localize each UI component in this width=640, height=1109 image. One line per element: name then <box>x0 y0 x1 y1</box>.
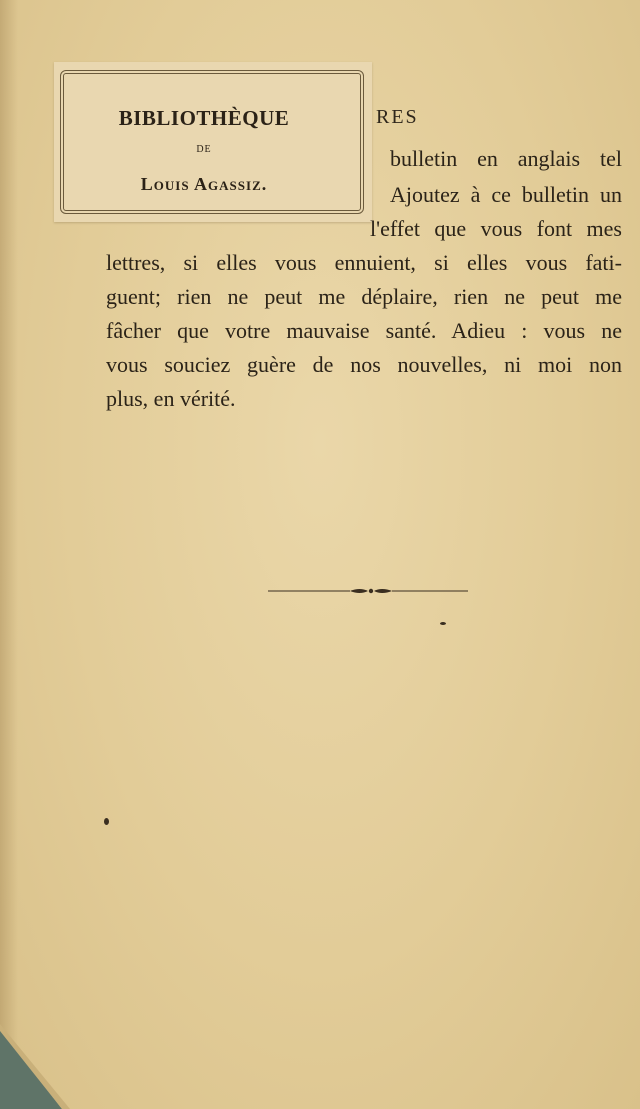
running-head: RES <box>376 106 419 128</box>
cover-board-corner <box>0 919 70 1109</box>
body-line: Ajoutez à ce bulletin un <box>390 182 622 207</box>
body-line: lettres, si elles vous ennuient, si elles vous fati- <box>106 250 622 275</box>
body-line: fâcher que votre mauvaise santé. Adieu : vous ne <box>106 318 622 343</box>
body-line: guent; rien ne peut me déplaire, rien ne peut me <box>106 284 622 309</box>
bookplate-owner: Louis Agassiz. <box>140 174 268 194</box>
body-line: plus, en vérité. <box>106 386 236 411</box>
bookplate-border <box>60 70 364 214</box>
body-line: vous souciez guère de nos nouvelles, ni moi non <box>106 352 622 377</box>
bookplate-de: DE <box>196 144 212 155</box>
ornamental-rule <box>268 584 468 598</box>
bookplate-title: BIBLIOTHÈQUE <box>118 106 290 130</box>
ink-speck <box>440 622 446 625</box>
bookplate-label <box>54 62 372 222</box>
body-line: l'effet que vous font mes <box>370 216 622 241</box>
ink-speck <box>104 818 109 825</box>
body-line: bulletin en anglais tel <box>390 146 622 171</box>
